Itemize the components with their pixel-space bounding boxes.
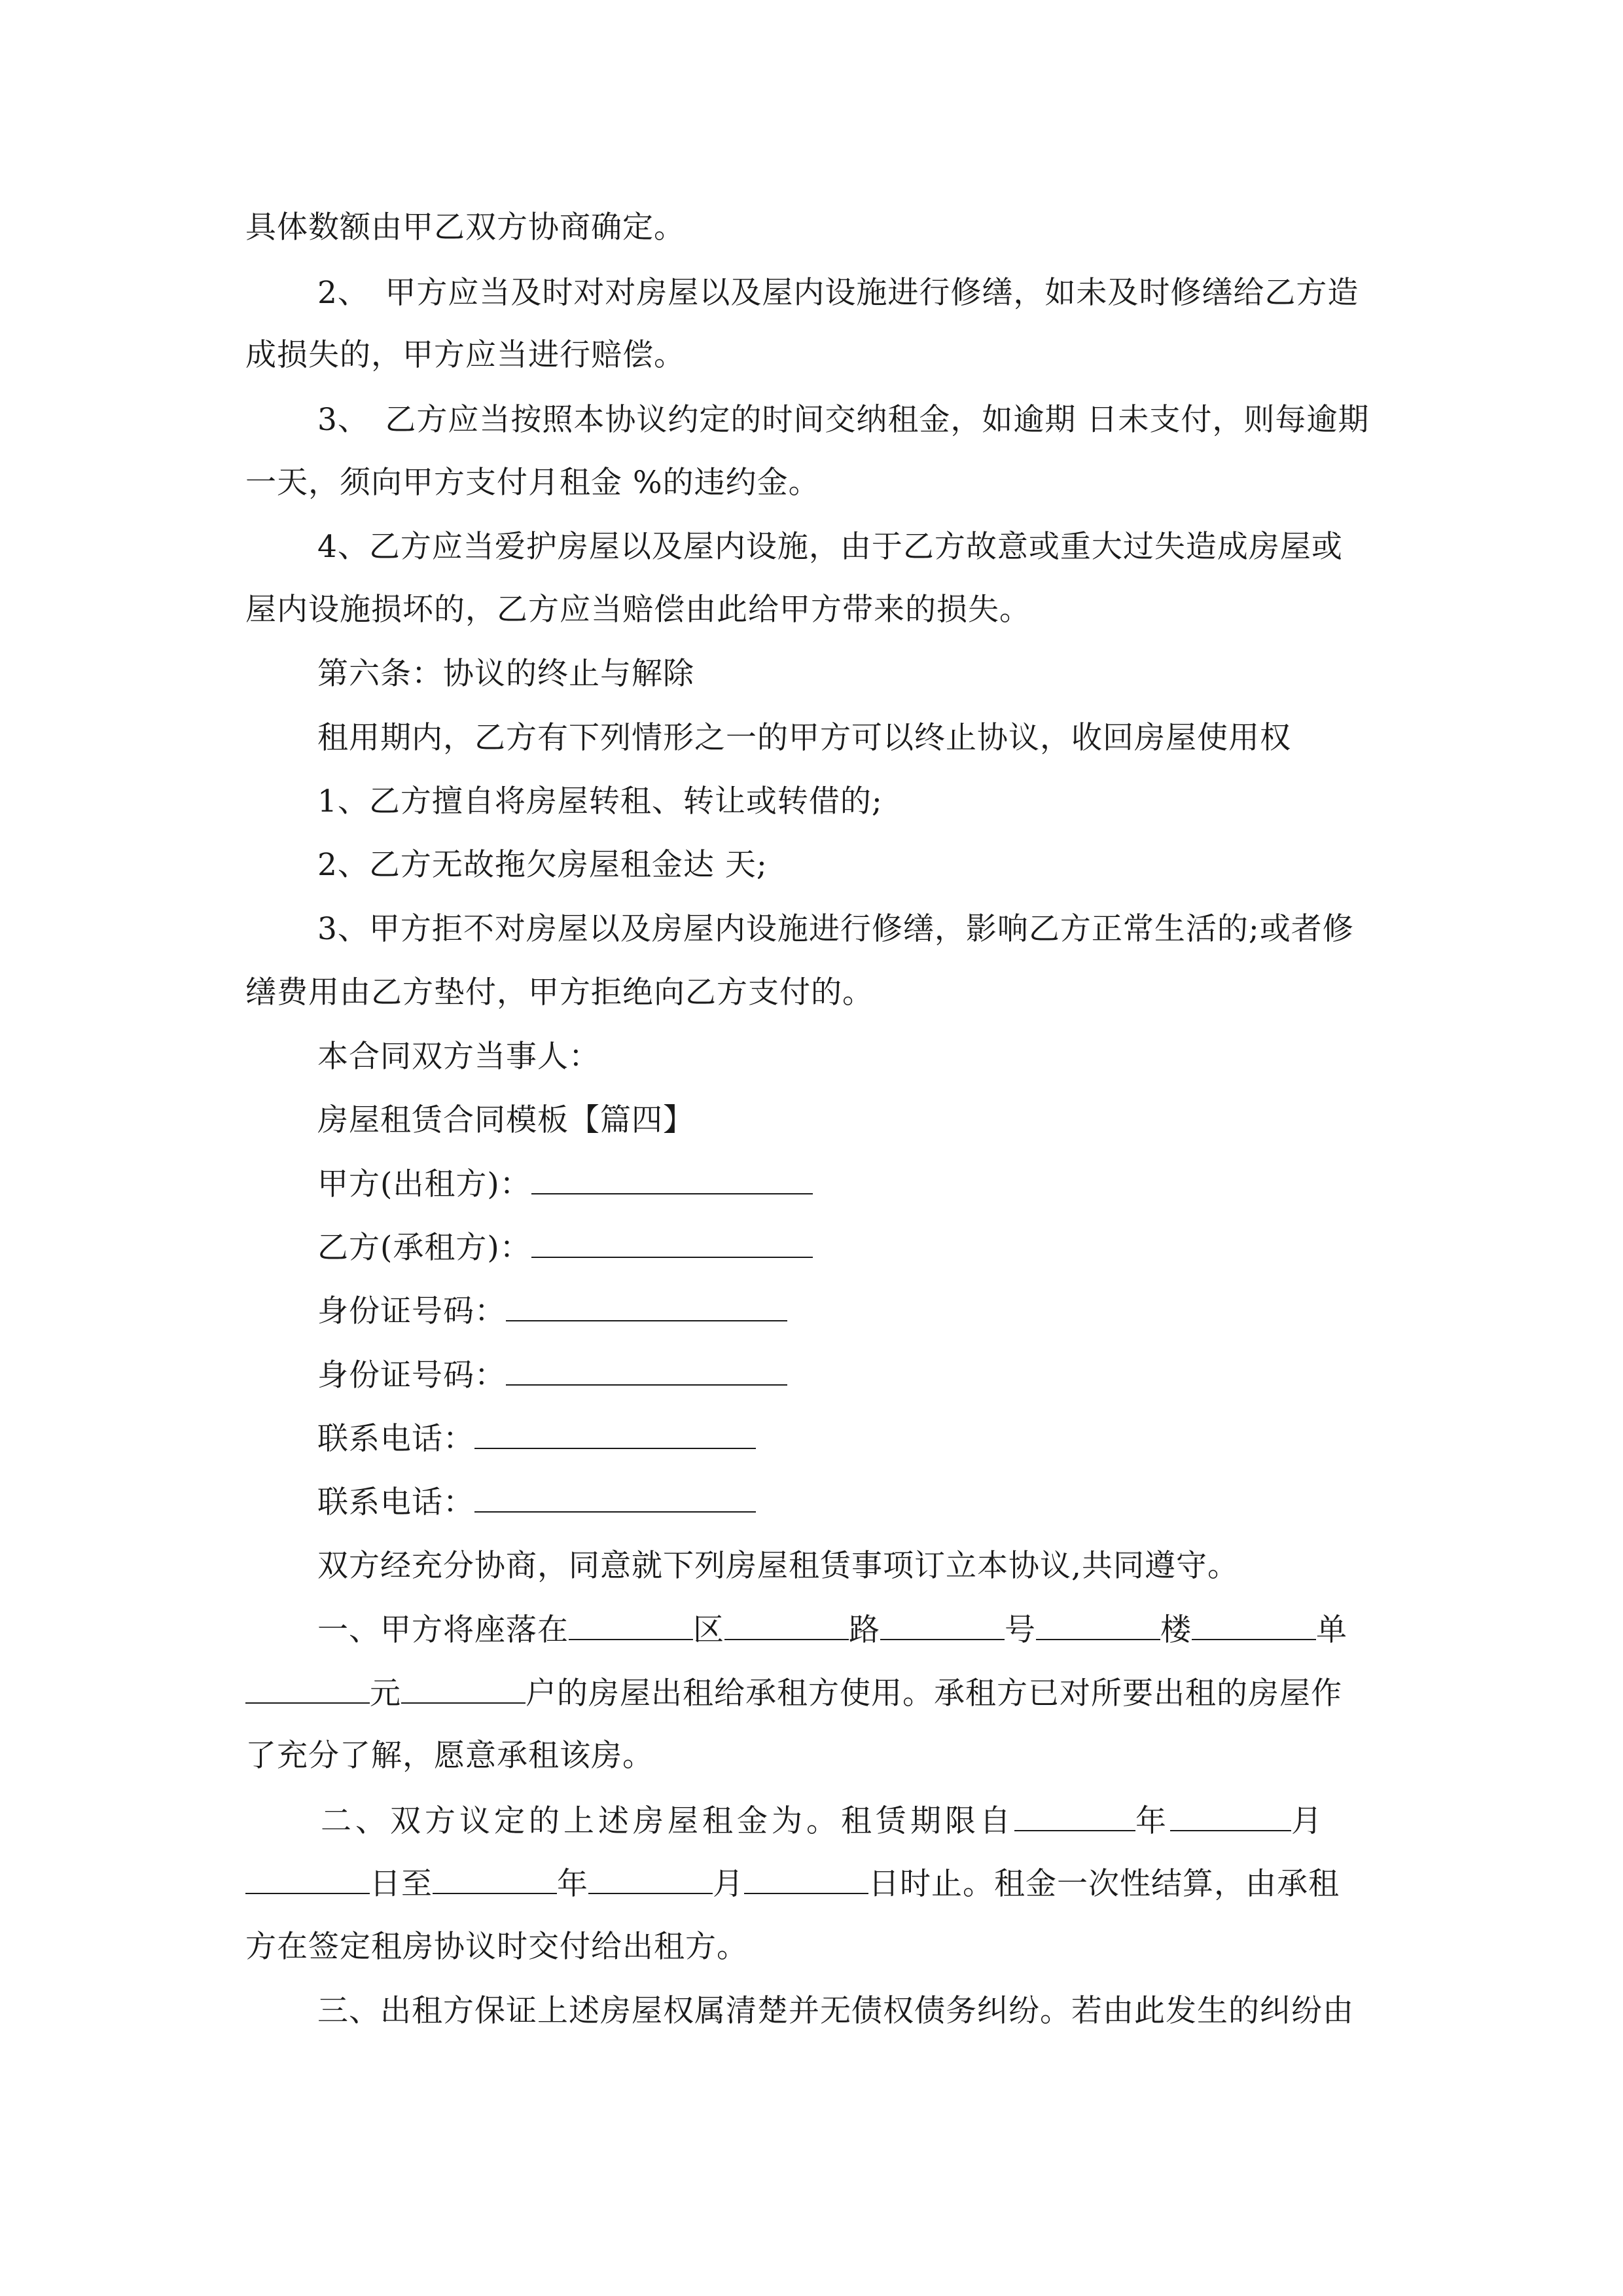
road-label: 路: [849, 1612, 880, 1648]
party-a-blank: [531, 1164, 813, 1194]
address-label: 一、甲方将座落在: [317, 1612, 569, 1648]
list-item: 1、乙方擅自将房屋转租、转让或转借的;: [317, 783, 883, 819]
list-item: 缮费用由乙方垫付，甲方拒绝向乙方支付的。: [245, 975, 874, 1011]
address-line: [245, 1674, 1342, 1713]
paragraph-line: 租用期内，乙方有下列情形之一的甲方可以终止协议，收回房屋使用权: [317, 720, 1291, 756]
phone-blank: [474, 1482, 756, 1513]
party-b-field: [317, 1228, 813, 1267]
id-number-label: 身份证号码：: [317, 1357, 506, 1393]
phone-label: 联系电话：: [317, 1484, 474, 1520]
id-number-field: [317, 1355, 787, 1395]
paragraph-line: 了充分了解，愿意承租该房。: [245, 1738, 654, 1774]
clause-2-line: 成损失的，甲方应当进行赔偿。: [245, 337, 685, 373]
phone-field: [317, 1482, 756, 1522]
paragraph-line: 双方经充分协商，同意就下列房屋租赁事项订立本协议,共同遵守。: [317, 1548, 1239, 1584]
number-label: 号: [1005, 1612, 1036, 1648]
month-label: 月: [1291, 1803, 1326, 1839]
paragraph-line: 本合同双方当事人：: [317, 1039, 600, 1075]
year-label: 年: [1135, 1803, 1170, 1839]
unit-blank: [1192, 1610, 1316, 1640]
phone-field: [317, 1419, 756, 1458]
clause-3-line: 一天，须向甲方支付月租金 %的违约金。: [245, 465, 820, 501]
clause-4-line: 屋内设施损坏的，乙方应当赔偿由此给甲方带来的损失。: [245, 592, 1031, 628]
end-year-blank: [433, 1864, 557, 1894]
month-label: 月: [713, 1866, 744, 1902]
unit-suffix-label: 元: [370, 1676, 401, 1712]
number-blank: [880, 1610, 1005, 1640]
day-to-label: 日至: [370, 1866, 433, 1902]
lease-term-line: [321, 1801, 1326, 1840]
end-day-blank: [744, 1864, 868, 1894]
start-year-blank: [1014, 1801, 1135, 1831]
day-end-label: 日时止。租金一次性结算，由承租: [868, 1866, 1340, 1902]
party-b-label: 乙方(承租方)：: [317, 1230, 531, 1266]
paragraph-line: 方在签定租房协议时交付给出租方。: [245, 1929, 748, 1965]
address-continuation: 户的房屋出租给承租方使用。承租方已对所要出租的房屋作: [526, 1676, 1342, 1712]
lease-term-label: 二、双方议定的上述房屋租金为。租赁期限自: [321, 1803, 1014, 1839]
room-blank: [401, 1674, 526, 1704]
section-heading: 第六条：协议的终止与解除: [317, 656, 694, 692]
id-number-field: [317, 1291, 787, 1331]
year-label: 年: [557, 1866, 588, 1902]
paragraph-line: 具体数额由甲乙双方协商确定。: [245, 209, 685, 245]
building-blank: [1036, 1610, 1160, 1640]
party-a-label: 甲方(出租方)：: [317, 1166, 531, 1202]
phone-blank: [474, 1419, 756, 1449]
district-blank: [569, 1610, 693, 1640]
unit-label: 单: [1316, 1612, 1347, 1648]
clause-3-line: 3、 乙方应当按照本协议约定的时间交纳租金，如逾期 日未支付，则每逾期: [317, 402, 1370, 438]
start-day-blank: [245, 1864, 370, 1894]
clause-2-line: 2、 甲方应当及时对对房屋以及屋内设施进行修缮，如未及时修缮给乙方造: [317, 275, 1359, 311]
lease-term-line: [245, 1864, 1340, 1903]
list-item: 3、甲方拒不对房屋以及房屋内设施进行修缮，影响乙方正常生活的;或者修: [317, 911, 1354, 947]
id-number-blank: [506, 1355, 787, 1386]
building-label: 楼: [1160, 1612, 1192, 1648]
id-number-blank: [506, 1291, 787, 1321]
party-b-blank: [531, 1228, 813, 1258]
party-a-field: [317, 1164, 813, 1204]
clause-4-line: 4、乙方应当爱护房屋以及屋内设施，由于乙方故意或重大过失造成房屋或: [317, 529, 1343, 565]
document-title: 房屋租赁合同模板【篇四】: [317, 1102, 694, 1138]
start-month-blank: [1170, 1801, 1291, 1831]
address-line: [317, 1610, 1347, 1649]
unit-number-blank: [245, 1674, 370, 1704]
end-month-blank: [588, 1864, 713, 1894]
phone-label: 联系电话：: [317, 1421, 474, 1457]
list-item: 2、乙方无故拖欠房屋租金达 天;: [317, 847, 768, 883]
paragraph-line: 三、出租方保证上述房屋权属清楚并无债权债务纠纷。若由此发生的纠纷由: [317, 1993, 1354, 2029]
id-number-label: 身份证号码：: [317, 1293, 506, 1329]
district-label: 区: [693, 1612, 724, 1648]
road-blank: [724, 1610, 849, 1640]
